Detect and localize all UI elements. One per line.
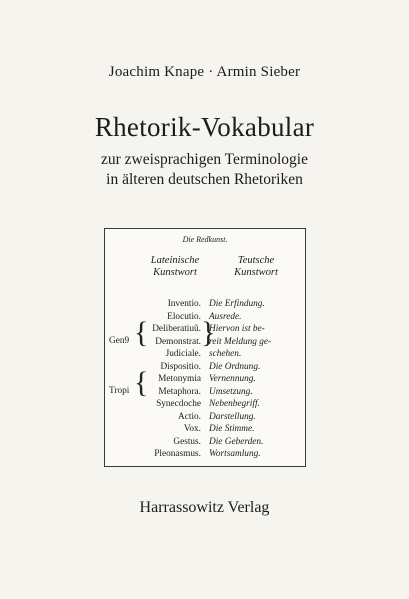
table-row	[105, 423, 305, 436]
latin-term: Inventio.	[167, 299, 201, 309]
latin-term: Synecdoche	[156, 399, 201, 409]
german-term: Die Ordnung.	[209, 361, 261, 372]
german-header-line-2: Kunstwort	[234, 267, 278, 278]
latin-term: Actio.	[178, 411, 201, 422]
subtitle-line-2: in älteren deutschen Rhetoriken	[106, 171, 303, 188]
authors: Joachim Knape · Armin Sieber	[108, 64, 301, 80]
german-term: Vernennung.	[209, 374, 256, 384]
publisher: Harrassowitz Verlag	[139, 499, 270, 516]
german-term: Die Geberden.	[209, 436, 264, 447]
left-brace-icon: {	[134, 316, 149, 349]
latin-term: Dispositio.	[160, 361, 201, 372]
latin-column-header	[135, 255, 215, 279]
latin-term: Elocutio.	[167, 311, 201, 322]
latin-header-line-1: Lateinische	[150, 255, 200, 266]
subtitle-line-1: zur zweisprachigen Terminologie	[101, 151, 308, 168]
right-brace-icon: }	[201, 316, 216, 349]
table-row	[105, 448, 305, 461]
group-label-tropi: Tropi	[109, 386, 130, 396]
german-term: Die Erfindung.	[209, 299, 265, 309]
plate-heading: Die Redkunst.	[182, 235, 228, 244]
group-label-genus: Gen9	[109, 336, 130, 346]
table-row	[105, 348, 305, 361]
german-term: reit Meldung ge-	[209, 336, 272, 347]
german-term: Nebenbegriff.	[209, 399, 260, 409]
german-header-line-1: Teutsche	[237, 255, 275, 266]
german-column-header	[213, 255, 299, 279]
latin-term: Demonstrat.	[155, 336, 201, 347]
latin-term: Vox.	[183, 424, 201, 434]
german-term: Wortsamlung.	[209, 449, 261, 459]
german-term: schehen.	[209, 349, 242, 359]
table-row	[105, 398, 305, 411]
latin-header-line-2: Kunstwort	[153, 267, 197, 278]
latin-term: Judiciale.	[165, 349, 201, 359]
german-term: Die Stimme.	[209, 424, 255, 434]
table-row	[105, 411, 305, 424]
latin-term: Gestus.	[173, 436, 201, 447]
german-term: Ausrede.	[209, 311, 242, 322]
latin-term: Metaphora.	[158, 386, 201, 397]
latin-term: Deliberatiuũ.	[152, 324, 201, 334]
cover-illustration-plate	[104, 228, 306, 467]
term-rows	[105, 298, 305, 461]
latin-term: Metonymia	[158, 374, 201, 384]
german-term: Hiervon ist be-	[209, 324, 265, 334]
subtitle	[0, 150, 409, 190]
german-term: Umsetzung.	[209, 386, 253, 397]
book-title: Rhetorik-Vokabular	[94, 112, 315, 142]
left-brace-icon: {	[134, 366, 149, 399]
table-row	[105, 436, 305, 449]
table-row	[105, 298, 305, 311]
latin-term: Pleonasmus.	[154, 449, 201, 459]
german-term: Darstellung.	[209, 411, 256, 422]
